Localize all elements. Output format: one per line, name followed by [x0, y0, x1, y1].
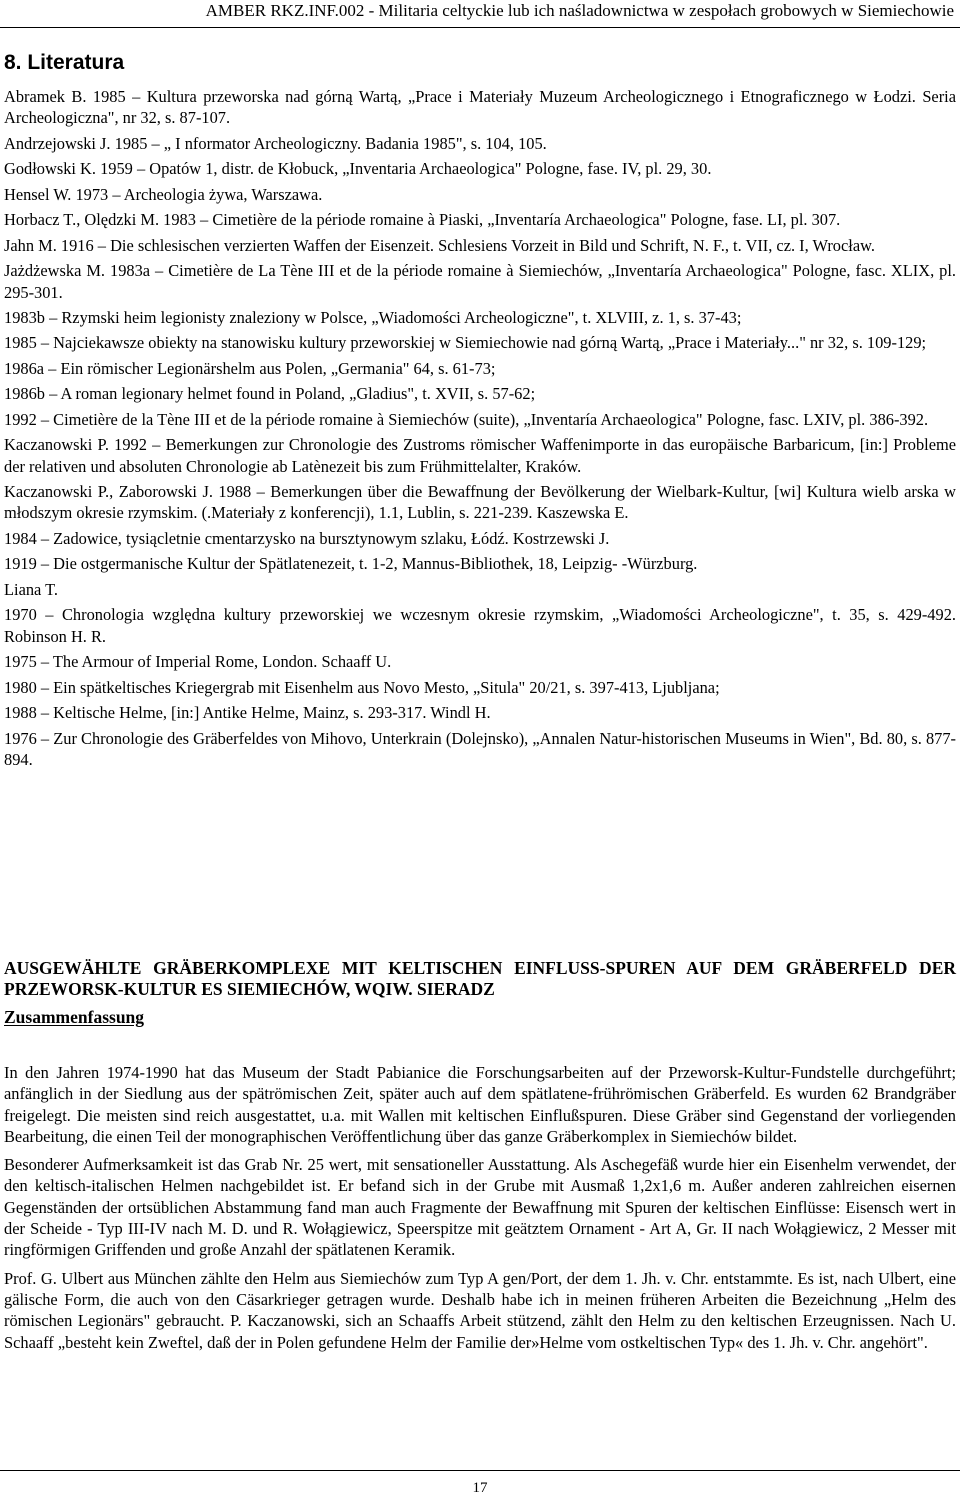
- reference-entry: Horbacz T., Olędzki M. 1983 – Cimetière de la période romaine à Piaski, „Inventaría Archaeologica" Pologne, fase. LI, pl. 307.: [4, 210, 841, 230]
- running-header-title: AMBER RKZ.INF.002 - Militaria celtyckie lub ich naśladownictwa w zespołach grobowych w Siemiechowie: [205, 1, 954, 20]
- summary-subheading: Zusammenfassung: [4, 1007, 145, 1027]
- reference-entry: Godłowski K. 1959 – Opatów 1, distr. de Kłobuck, „Inventaria Archaeologica" Pologne, fase. IV, pl. 29, 30.: [4, 159, 712, 179]
- summary-paragraph: Prof. G. Ulbert aus München zählte den Helm aus Siemiechów zum Typ A gen/Port, der dem 1. Jh. v. Chr. entstammte. Es ist, nach Ulbert, eine gälische Form, die auch von den Cäsarkrieger getragen wurde. Deshalb habe ich in meinen früheren Arbeiten die Bezeichnung „Helm des römischen Legionärs" gebraucht. P. Kaczanowski, sich an Schaaffs Arbeit stützend, zählt den Helm zu den keltischen Erzeugnissen. Nach U. Schaaff „besteht kein Zweftel, daß der in Polen gefundene Helm der Familie der»Helme vom ostkeltischen Typ« des 1. Jh. v. Chr. angehört".: [4, 1268, 956, 1352]
- reference-entry: 1984 – Zadowice, tysiącletnie cmentarzysko na bursztynowym szlaku, Łódź. Kostrzewski J.: [4, 528, 610, 548]
- running-header: [0, 0, 960, 28]
- reference-entry: Andrzejowski J. 1985 – „ I nformator Archeologiczny. Badania 1985", s. 104, 105.: [4, 133, 547, 153]
- reference-entry: 1919 – Die ostgermanische Kultur der Spätlatenezeit, t. 1-2, Mannus-Bibliothek, 18, Leipzig- -Würzburg.: [4, 554, 698, 574]
- reference-entry: 1986b – A roman legionary helmet found in Poland, „Gladius", t. XVII, s. 57-62;: [4, 384, 536, 404]
- summary-heading: AUSGEWÄHLTE GRÄBERKOMPLEXE MIT KELTISCHEN EINFLUSS-SPUREN AUF DEM GRÄBERFELD DER PRZEWORSK-KULTUR ES SIEMIECHÓW, WQIW. SIERADZ: [4, 958, 956, 999]
- reference-entry: Jahn M. 1916 – Die schlesischen verzierten Waffen der Eisenzeit. Schlesiens Vorzeit in Bild und Schrift, N. F., t. VII, cz. I, Wrocław.: [4, 235, 875, 255]
- section-title: 8. Literatura: [4, 51, 125, 74]
- reference-entry: Liana T.: [4, 579, 59, 599]
- reference-entry: 1992 – Cimetière de la Tène III et de la période romaine à Siemiechów (suite), „Inventaría Archaeologica" Pologne, fasc. LXIV, pl. 386-392.: [4, 409, 929, 429]
- reference-entry: Kaczanowski P., Zaborowski J. 1988 – Bemerkungen über die Bewaffnung der Bevölkerung der Wielbark-Kultur, [wi] Kultura wielb arska w młodszym okresie rzymskim. (.Materiały z konferencji), 1.1, Lublin, s. 221-239. Kaszewska E.: [4, 482, 956, 523]
- summary-body: [4, 1062, 956, 1360]
- footer-divider: [0, 1470, 960, 1471]
- reference-entry: 1970 – Chronologia względna kultury przeworskiej we wczesnym okresie rzymskim, „Wiadomości Archeologiczne", t. 35, s. 429-492. Robinson H. R.: [4, 605, 956, 646]
- reference-entry: 1985 – Najciekawsze obiekty na stanowisku kultury przeworskiej w Siemiechowie nad górną Wartą, „Prace i Materiały..." nr 32, s. 109-129;: [4, 333, 927, 353]
- reference-entry: Hensel W. 1973 – Archeologia żywa, Warszawa.: [4, 184, 323, 204]
- reference-entry: Abramek B. 1985 – Kultura przeworska nad górną Wartą, „Prace i Materiały Muzeum Archeologicznego i Etnograficznego w Łodzi. Seria Archeologiczna", nr 32, s. 87-107.: [4, 87, 956, 128]
- summary-paragraph: In den Jahren 1974-1990 hat das Museum der Stadt Pabianice die Forschungsarbeiten auf der Przeworsk-Kultur-Fundstelle durchgeführt; anfänglich in der Siedlung aus der spätrömischen Zeit, später auch auf dem spätlatene-frührömischen Gräberfeld. Es wurden 62 Brandgräber freigelegt. Die meisten sind reich ausgestattet, u.a. mit Wallen mit keltischen Einflußspuren. Diese Gräber sind Gegenstand der vorliegenden Bearbeitung, die einen Teil der monographischen Veröffentlichung über das ganze Gräberkomplex in Siemiechów bildet.: [4, 1063, 956, 1146]
- summary-paragraph: Besonderer Aufmerksamkeit ist das Grab Nr. 25 wert, mit sensationeller Ausstattung. Als Aschegefäß wurde hier ein Eisenhelm verwendet, der den keltisch-italischen Helmen nachgebildet ist. Er befand sich in der Grube mit Ausmaß 1,2x1,6 m. Außer anderen zahlreichen eisernen Gegenständen der ortsüblichen Abstammung fand man auch Fragmente der Bewaffnung mit Spuren der keltischen Einflüsse: Eisensch wert in der Scheide - Typ III-IV nach M. D. und R. Wołągiewicz, Speerspitze mit geätztem Ornament - Art A, Gr. II nach Wołągiewicz, 2 Messer mit ringförmigen Griffenden und große Anzahl der spätlatenen Keramik.: [4, 1155, 956, 1260]
- header-divider: [0, 27, 960, 28]
- page-number: 17: [472, 1480, 488, 1496]
- reference-entry: 1975 – The Armour of Imperial Rome, London. Schaaff U.: [4, 652, 392, 672]
- reference-entry: 1988 – Keltische Helme, [in:] Antike Helme, Mainz, s. 293-317. Windl H.: [4, 703, 491, 723]
- reference-entry: 1986a – Ein römischer Legionärshelm aus Polen, „Germania" 64, s. 61-73;: [4, 358, 496, 378]
- reference-entry: Jażdżewska M. 1983a – Cimetière de La Tène III et de la période romaine à Siemiechów, „Inventaría Archaeologica" Pologne, fasc. XLIX, pl. 295-301.: [4, 261, 956, 302]
- reference-entry: 1980 – Ein spätkeltisches Kriegergrab mit Eisenhelm aus Novo Mesto, „Situla" 20/21, s. 397-413, Ljubljana;: [4, 677, 720, 697]
- reference-entry: Kaczanowski P. 1992 – Bemerkungen zur Chronologie des Zustroms römischer Waffenimporte in das europäische Barbaricum, [in:] Probleme der relativen und absoluten Chronologie ab Latènezeit bis zum Frühmittelalter, Kraków.: [4, 435, 956, 476]
- reference-entry: 1976 – Zur Chronologie des Gräberfeldes von Mihovo, Unterkrain (Dolejnsko), „Annalen Natur-historischen Museums in Wien", Bd. 80, s. 877-894.: [4, 728, 956, 769]
- reference-list: [4, 86, 956, 774]
- reference-entry: 1983b – Rzymski heim legionisty znaleziony w Polsce, „Wiadomości Archeologiczne", t. XLVIII, z. 1, s. 37-43;: [4, 307, 742, 327]
